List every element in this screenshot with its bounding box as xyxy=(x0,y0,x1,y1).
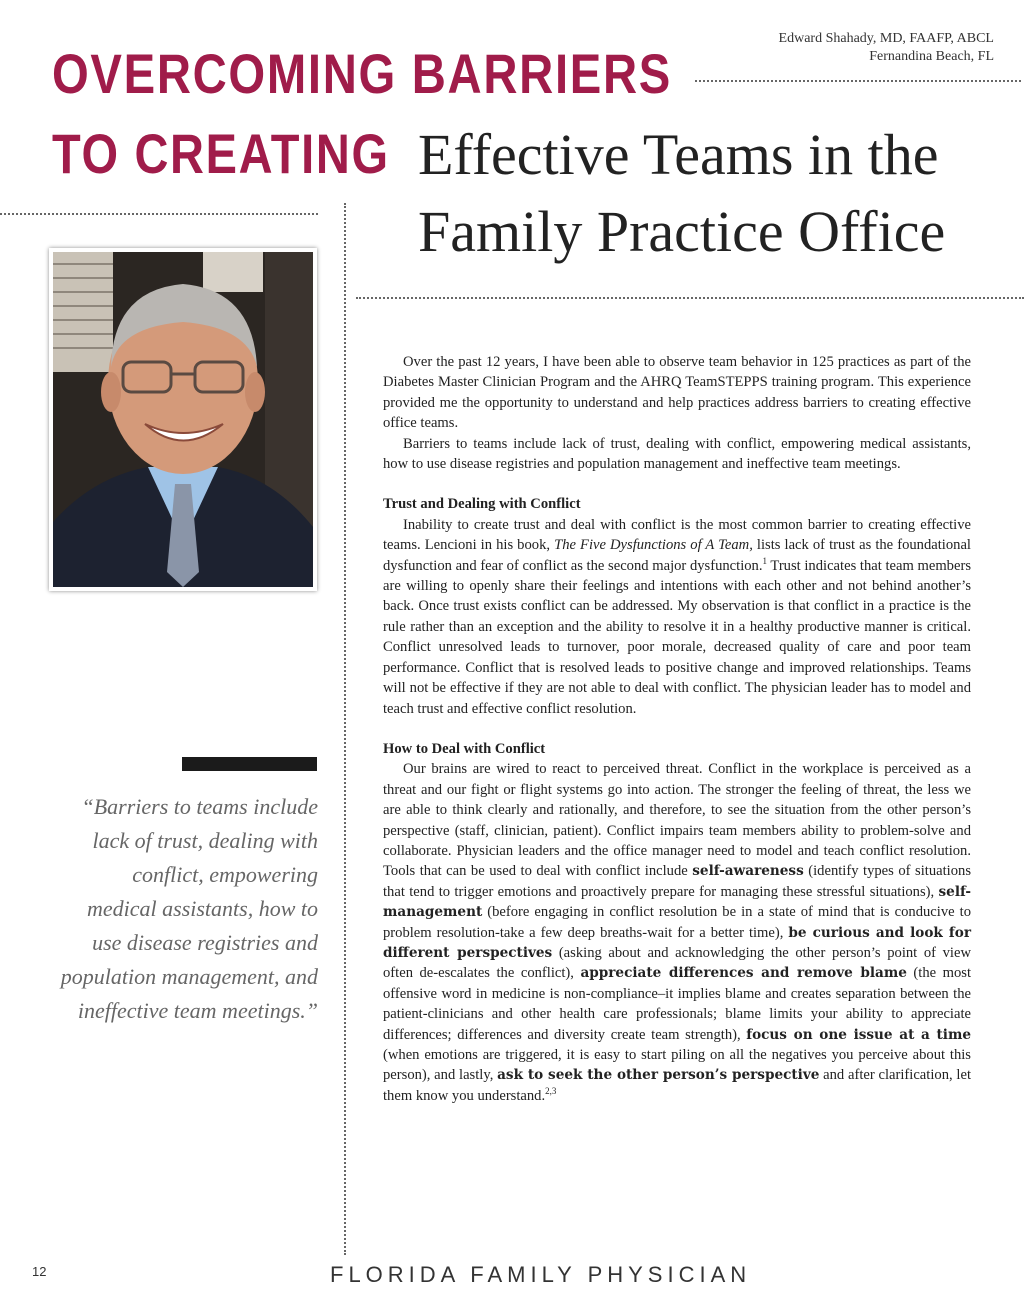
conflict-text-3: (before engaging in conflict resolution be in a state of mind that is conducive to problem resolution-take a few deep breaths-wait for a better time), xyxy=(383,904,971,941)
citation-2-3: 2,3 xyxy=(545,1085,557,1096)
tool-self-awareness: self-awareness xyxy=(692,863,804,880)
conflict-text-6: (when emotions are triggered, it is easy to start piling on all the negatives you perceive about this person), and lastly, xyxy=(383,1047,971,1084)
tool-seek-perspective: ask to seek the other person’s perspective xyxy=(497,1067,820,1084)
publication-name: FLORIDA FAMILY PHYSICIAN xyxy=(330,1262,752,1287)
section-heading-trust: Trust and Dealing with Conflict xyxy=(383,496,581,513)
intro-paragraph-1: Over the past 12 years, I have been able to observe team behavior in 125 practices as part of the Diabetes Master Clinician Program and the AHRQ TeamSTEPPS training program. This experience provided me the opportunity to understand and help practices address barriers to creating effective office teams. xyxy=(383,354,971,432)
author-byline xyxy=(779,30,994,66)
trust-text-a: Inability to create trust and deal with conflict is the most common barrier to creating effective teams. Lencioni in his book, xyxy=(383,516,971,554)
column-divider xyxy=(344,203,346,1255)
page-number: 12 xyxy=(32,1264,47,1279)
section-heading-conflict: How to Deal with Conflict xyxy=(383,740,546,757)
subhead-line-2: Family Practice Office xyxy=(418,199,946,264)
tool-self-management: self-management xyxy=(383,883,971,921)
trust-text-b: lists lack of trust as the foundational dysfunction and fear of conflict as the second major dysfunction. xyxy=(383,537,971,574)
book-title: The Five Dysfunctions of A Team, xyxy=(554,537,753,554)
conflict-text-7: and after clarification, let them know you understand. xyxy=(383,1067,971,1104)
author-photo xyxy=(49,248,317,591)
conflict-paragraph xyxy=(383,759,971,1106)
pullquote-accent-bar xyxy=(182,757,317,771)
article-body xyxy=(383,352,971,1106)
divider-top-right xyxy=(695,80,1021,82)
author-portrait-image xyxy=(53,252,313,587)
subhead-line-1: Effective Teams in the xyxy=(418,122,939,187)
tool-be-curious: be curious and look for different perspectives xyxy=(383,924,971,961)
author-location: Fernandina Beach, FL xyxy=(869,49,994,64)
conflict-text-4: (asking about and acknowledging the other person’s point of view often de-escalates the conflict), xyxy=(383,944,971,982)
conflict-text-2: (identify types of situations that tend to trigger emotions and proactively prepare for managing these stressful situations), xyxy=(383,863,971,900)
pullquote: “Barriers to teams include lack of trust, dealing with conflict, empowering medical assistants, how to use disease registries and population management, and ineffective team meetings.” xyxy=(60,794,318,1023)
divider-title-bottom xyxy=(356,297,1024,299)
trust-paragraph xyxy=(383,515,971,719)
conflict-text-5: (the most offensive word in medicine is non-compliance–it implies blame and creates separation between the patient-clinicians and other health care professionals; blame limits your ability to appreciate differences; differences and diversity create team strength), xyxy=(383,965,972,1043)
headline-line-2: TO CREATING xyxy=(52,122,390,185)
author-name: Edward Shahady, MD, FAAFP, ABCL xyxy=(778,31,994,46)
headline-line-1: OVERCOMING BARRIERS xyxy=(52,42,672,105)
trust-text-c: Trust indicates that team members are willing to openly share their feelings and intentions with each other and not behind another’s back. Once trust exists conflict can be addressed. My observation is that conflict in a practice is the rule rather than an exception and the ability to resolve it in a healthy productive manner is critical. Conflict unresolved leads to turnover, poor morale, decreased quality of care and poor team performance. Conflict that is resolved leads to positive change and improved relationships. Teams will not be effective if they are not able to deal with conflict. The physician leader has to model and teach trust and effective conflict resolution. xyxy=(383,557,971,717)
conflict-text-1: Our brains are wired to react to perceived threat. Conflict in the workplace is perceived as a threat and our fight or flight systems go into action. The stronger the feeling of threat, the less we are able to think clearly and rationally, and therefore, to see the situation from the other person’s perspective (staff, clinician, patient). Conflict impairs team members ability to problem-solve and collaborate. Physician leaders and the office manager need to model and teach conflict resolution. Tools that can be used to deal with conflict include xyxy=(383,761,971,880)
citation-1: 1 xyxy=(762,555,768,566)
tool-focus-one-issue: focus on one issue at a time xyxy=(746,1026,971,1043)
intro-paragraph-2: Barriers to teams include lack of trust, dealing with conflict, empowering medical assistants, how to use disease registries and population management and ineffective team meetings. xyxy=(383,435,971,473)
tool-appreciate-differences: appreciate differences and remove blame xyxy=(580,965,907,982)
divider-left xyxy=(0,213,318,215)
